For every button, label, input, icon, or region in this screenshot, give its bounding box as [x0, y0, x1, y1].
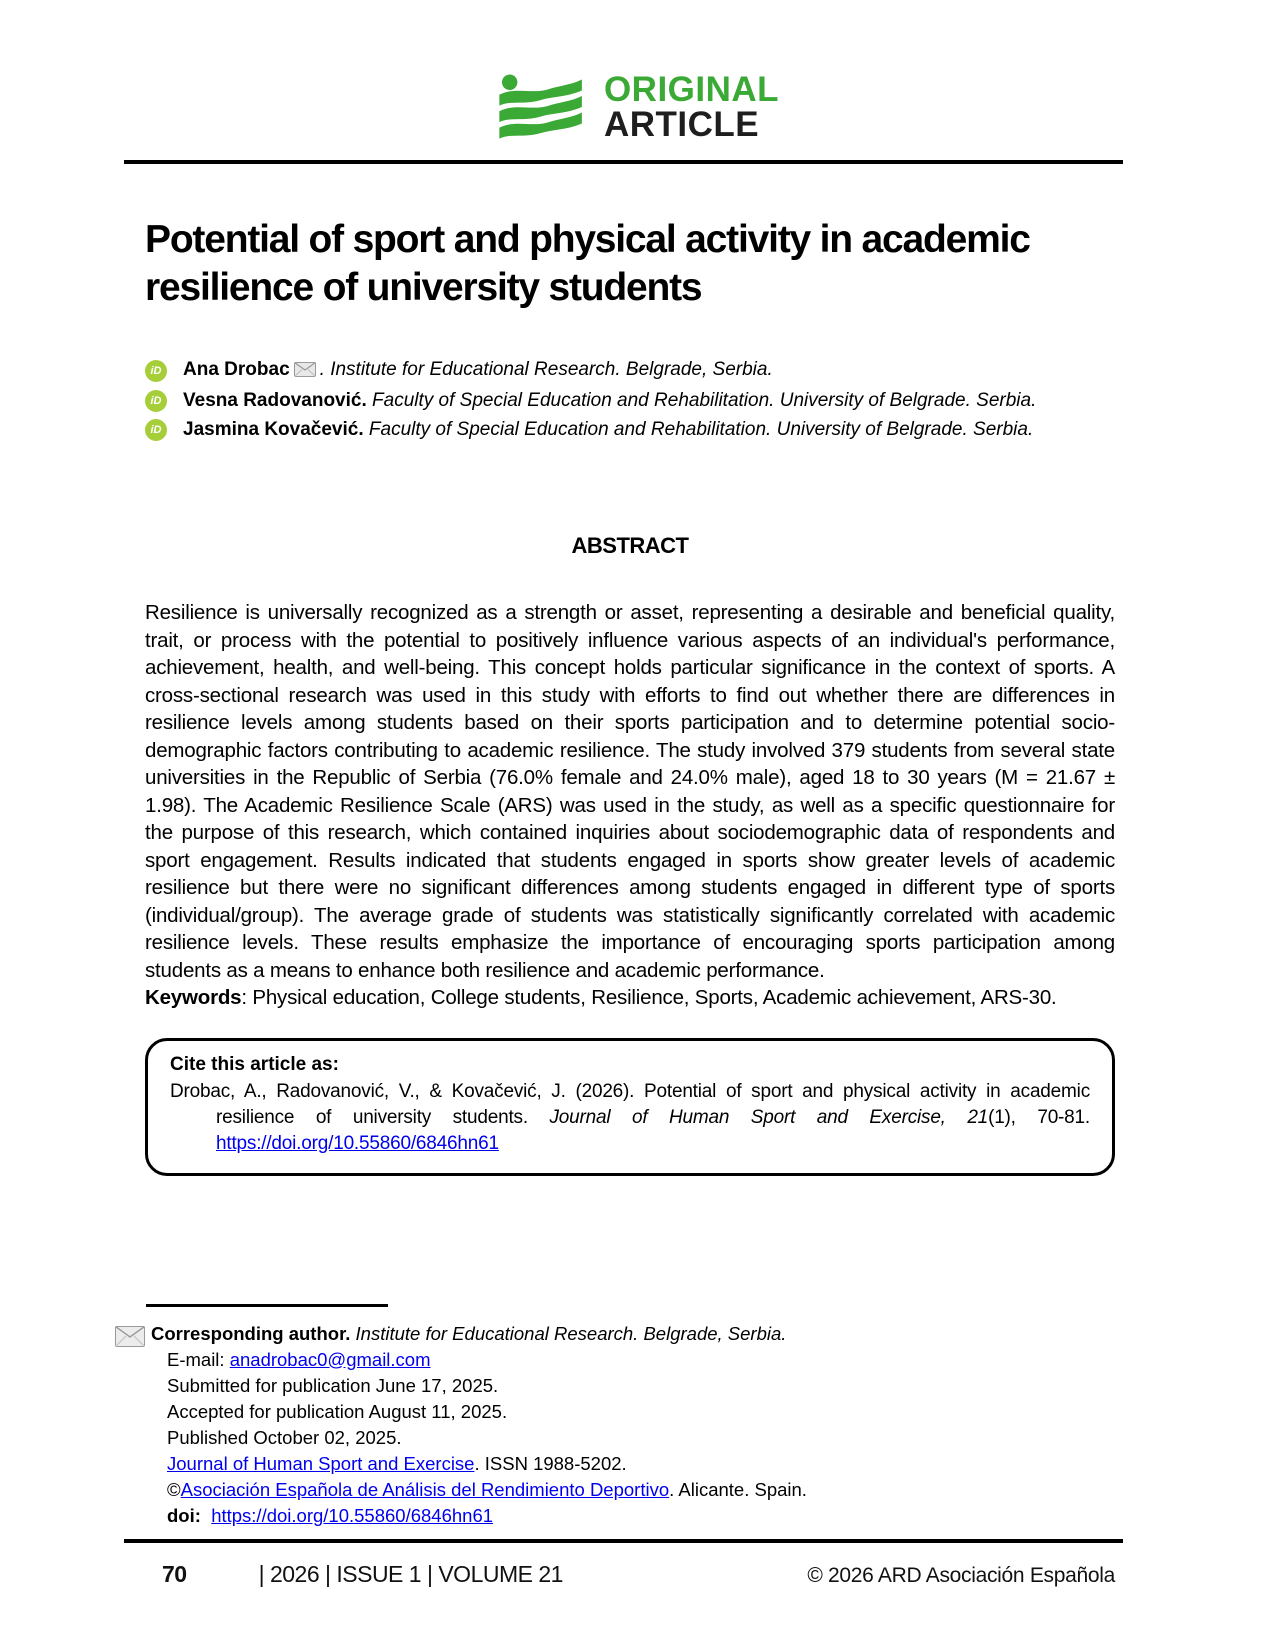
header-divider — [124, 160, 1123, 164]
author-row-1 — [145, 359, 1115, 383]
author-line — [183, 419, 1033, 441]
content-column — [145, 216, 1115, 1529]
author-affiliation: . Institute for Educational Research. Belgrade, Serbia. — [319, 359, 773, 381]
cite-box — [145, 1038, 1115, 1176]
author-list — [145, 359, 1115, 441]
author-name: Ana Drobac — [183, 359, 290, 381]
badge-article-label: ARTICLE — [603, 105, 760, 144]
journal-logo-icon — [496, 74, 588, 140]
corresponding-author-line — [145, 1321, 1115, 1347]
badge-original-label: ORIGINAL — [603, 70, 780, 109]
issue-volume-text: | 2026 | ISSUE 1 | VOLUME 21 — [258, 1560, 563, 1587]
corresponding-author-affiliation: Institute for Educational Research. Belgrade, Serbia. — [350, 1322, 787, 1344]
footer-divider — [124, 1539, 1123, 1543]
association-link[interactable]: Asociación Española de Análisis del Rendimiento Deportivo — [180, 1478, 670, 1500]
submitted-line: Submitted for publication June 17, 2025. — [167, 1374, 499, 1396]
footer-copyright: © 2026 ARD Asociación Española — [807, 1563, 1115, 1587]
author-row-3 — [145, 419, 1115, 441]
envelope-icon — [294, 361, 316, 383]
footer — [162, 1561, 1115, 1588]
doi-label: doi: — [167, 1504, 201, 1526]
citation-journal: Journal of Human Sport and Exercise, 21 — [549, 1106, 989, 1128]
abstract-heading: ABSTRACT — [571, 533, 689, 559]
author-name: Jasmina Kovačević. — [183, 419, 364, 441]
keywords-label: Keywords — [145, 986, 242, 1010]
orcid-icon[interactable]: iD — [145, 419, 167, 441]
cite-doi-link[interactable]: https://doi.org/10.55860/6846hn61 — [216, 1132, 499, 1154]
author-name: Vesna Radovanović. — [183, 390, 367, 412]
accepted-line: Accepted for publication August 11, 2025. — [167, 1400, 508, 1422]
corresponding-author-label: Corresponding author. — [151, 1322, 351, 1344]
author-line — [183, 359, 773, 383]
citation-text — [170, 1079, 1090, 1157]
article-type-badge — [604, 72, 779, 142]
header — [0, 0, 1275, 142]
author-row-2 — [145, 390, 1115, 412]
orcid-icon[interactable]: iD — [145, 390, 167, 412]
keywords-line — [145, 984, 1115, 1012]
envelope-icon — [115, 1326, 145, 1352]
citation-authors: Drobac, A., Radovanović, V., & Kovačević, J. (2026). Potential of sport and physical activity in academic resilience of university students. — [170, 1080, 1090, 1128]
cite-box-label: Cite this article as: — [170, 1053, 339, 1075]
author-affiliation: Faculty of Special Education and Rehabilitation. University of Belgrade. Serbia. — [363, 419, 1034, 441]
association-line — [145, 1477, 1115, 1503]
footnote-block — [145, 1304, 1115, 1529]
journal-line — [145, 1451, 1115, 1477]
email-line — [145, 1347, 1115, 1373]
association-location: . Alicante. Spain. — [669, 1478, 807, 1500]
email-link[interactable]: anadrobac0@gmail.com — [229, 1348, 431, 1370]
orcid-icon[interactable]: iD — [145, 360, 167, 382]
page-title: Potential of sport and physical activity in academic resilience of university students — [145, 218, 1030, 309]
email-label: E-mail: — [167, 1348, 230, 1370]
citation-pages: (1), 70-81. — [988, 1106, 1090, 1128]
doi-line — [145, 1503, 1115, 1529]
copyright-symbol: © — [167, 1478, 181, 1500]
page-number: 70 — [162, 1560, 187, 1587]
journal-link[interactable]: Journal of Human Sport and Exercise — [167, 1452, 475, 1474]
author-line — [183, 390, 1036, 412]
published-line: Published October 02, 2025. — [167, 1426, 402, 1448]
keywords-values: : Physical education, College students, Resilience, Sports, Academic achievement, ARS-30. — [241, 986, 1057, 1010]
doi-spacer — [201, 1505, 211, 1526]
footnote-doi-link[interactable]: https://doi.org/10.55860/6846hn61 — [211, 1504, 494, 1526]
issn-text: . ISSN 1988-5202. — [474, 1452, 627, 1474]
author-affiliation: Faculty of Special Education and Rehabilitation. University of Belgrade. Serbia. — [366, 390, 1037, 412]
footnote-body — [145, 1321, 1115, 1529]
abstract-text: Resilience is universally recognized as a strength or asset, representing a desirable and beneficial quality, trait, or process with the potential to positively influence various aspects of an individual's performance, achievement, health, and well-being. This concept holds particular significance in the context of sports. A cross-sectional research was used in this study with efforts to find out whether there are differences in resilience levels among students based on their sports participation and to determine potential socio-demographic factors contributing to academic resilience. The study involved 379 students from several state universities in the Republic of Serbia (76.0% female and 24.0% male), aged 18 to 30 years (M = 21.67 ± 1.98). The Academic Resilience Scale (ARS) was used in the study, as well as a specific questionnaire for the purpose of this research, which contained inquiries about sociodemographic data of respondents and sport engagement. Results indicated that students engaged in sports show greater levels of academic resilience but there were no significant differences among students engaged in different type of sports (individual/group). The average grade of students was statistically significantly correlated with academic resilience levels. These results emphasize the importance of encouraging sports participation among students as a means to enhance both resilience and academic performance. — [145, 601, 1115, 982]
footnote-divider — [146, 1304, 388, 1307]
